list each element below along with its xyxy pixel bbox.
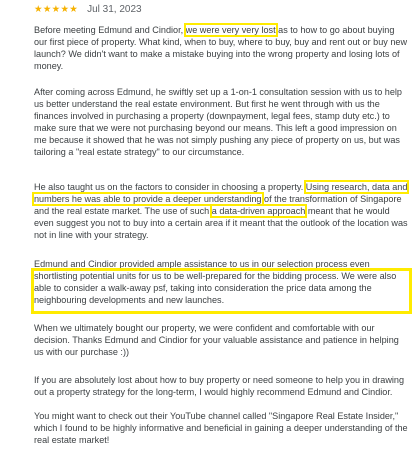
star-rating: ★★★★★ xyxy=(34,4,79,15)
review-paragraph-4: Edmund and Cindior provided ample assistance to us in our selection process even shortlisting potential units for us to be well-prepared for the bidding process. We were also able to consider a walk-away psf, taking into consideration the price data among the neighbouring developments and new launches. xyxy=(34,259,397,305)
p3-text-before: He also taught us on the factors to consider in choosing a property. xyxy=(34,182,306,192)
review-paragraph-6: If you are absolutely lost about how to buy property or need someone to help you in drawing out a property strategy for the long-term, I would highly recommend Edmund and Cindior. xyxy=(34,375,405,397)
review-meta xyxy=(34,3,142,17)
p3-text-after: meant that he would even suggest you not to buy into a certain area if it meant that the outlook of the location was not in line with your strategy. xyxy=(34,205,408,240)
review-paragraph-1 xyxy=(34,25,410,73)
review-paragraph-2: After coming across Edmund, he swiftly set up a 1-on-1 consultation session with us to help us better understand the real estate environment. But first he went through with us the finances involved in purchasing a property (downpayment, legal fees, stamp duty etc.) to make sure that we were not purchasing beyond our means. This left a good impression on me because it showed that he was not simply pushing any piece of property on us, but was tailoring a "real estate strategy" to our circumstance. xyxy=(34,87,402,157)
highlight-data-driven: a data-driven approach xyxy=(211,205,306,216)
review-paragraph-3 xyxy=(34,182,410,242)
highlight-research-data: Using research, data and numbers he was able to provide a deeper understanding xyxy=(34,182,408,204)
p1-text-before: Before meeting Edmund and Cindior, xyxy=(34,25,186,35)
review-paragraph-7: You might want to check out their YouTube channel called "Singapore Real Estate Insider," which I found to be highly informative and beneficial in gaining a deeper understanding of the real estate market! xyxy=(34,411,408,445)
review-paragraph-5: When we ultimately bought our property, we were confident and comfortable with our decision. Thanks Edmund and Cindior for your valuable assistance and patience in helping us with our purchase :)) xyxy=(34,323,399,357)
p3-text-middle: of the transformation of Singapore and the real estate market. The use of such xyxy=(34,193,402,216)
p1-text-after: as to how to go about buying our first piece of property. What kind, when to buy, where to buy, buy and rent out or buy new launch? We didn't want to make a mistake buying into the wrong property and losing lots of money. xyxy=(34,25,408,71)
highlight-very-lost: we were very very lost xyxy=(185,25,276,35)
review-date: Jul 31, 2023 xyxy=(87,4,142,15)
